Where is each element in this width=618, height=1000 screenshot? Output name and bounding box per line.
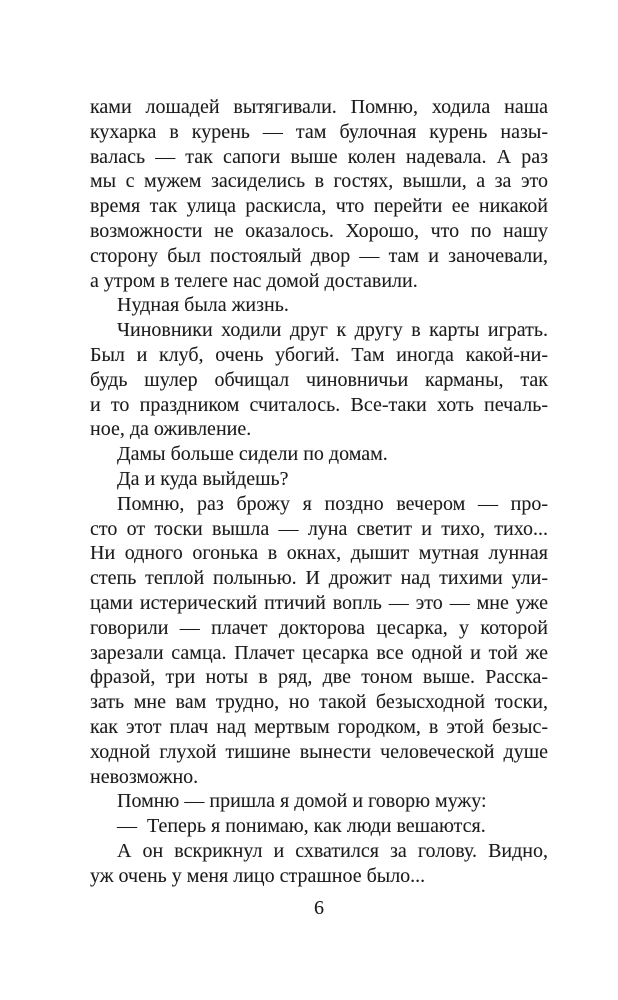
text-line: Чиновники ходили друг к другу в карты играть. [117,319,548,342]
text-line: невозможно. [90,765,199,788]
text-line: Да и куда выйдешь? [117,467,289,490]
text-line: время так улица раскисла, что перейти ее никакой [90,195,548,218]
text-line: говорили — плачет докторова цесарка, у которой [90,616,548,639]
paragraph [90,293,548,318]
text-line: уж очень у меня лицо страшное было... [90,864,426,887]
paragraph [90,95,548,293]
text-line: цами истерический птичий вопль — это — мне уже [90,591,548,614]
text-line: зарезали самца. Плачет цесарка все одной и той же [90,641,548,664]
text-line: Был и клуб, очень убогий. Там иногда какой-ни- [90,343,548,366]
paragraph [90,814,548,839]
paragraph [90,839,548,889]
text-line: Ни одного огонька в окнах, дышит мутная лунная [90,542,548,565]
text-line: сторону был постоялый двор — там и заночевали, [90,244,548,267]
text-line: сто от тоски вышла — луна светит и тихо, тихо... [90,517,548,540]
text-line: возможности не оказалось. Хорошо, что по нашу [90,219,548,242]
text-line: Помню — пришла я домой и говорю мужу: [117,790,487,813]
text-line: ками лошадей вытягивали. Помню, ходила наша [90,96,548,118]
text-line: валась — так сапоги выше колен надевала. А раз [90,145,548,168]
text-line: Помню, раз брожу я поздно вечером — про- [117,492,548,515]
text-line: и то праздником считалось. Все-таки хоть печаль- [90,393,548,416]
paragraph [90,492,548,790]
text-line: ходной глухой тишине вынести человеческой душе [90,740,548,763]
text-line: ное, да оживление. [90,418,252,441]
text-line: а утром в телеге нас домой доставили. [90,269,418,292]
text-line: кухарка в курень — там булочная курень назы- [90,120,548,143]
paragraph [90,318,548,442]
text-line: А он вскрикнул и схватился за голову. Видно, [117,839,548,862]
text-line: фразой, три ноты в ряд, две тоном выше. Расска- [90,666,548,689]
paragraph [90,442,548,467]
text-line: зать мне вам трудно, но такой безысходной тоски, [90,691,548,714]
paragraph [90,789,548,814]
text-line: мы с мужем засиделись в гостях, вышли, а за это [90,170,548,193]
text-line: — Теперь я понимаю, как люди вешаются. [117,815,486,838]
page-number: 6 [314,897,324,919]
text-line: степь теплой полынью. И дрожит над тихими ули- [90,567,548,590]
text-line: будь шулер обчищал чиновничьи карманы, так [90,368,548,391]
text-line: Дамы больше сидели по домам. [117,443,388,466]
text-line: Нудная была жизнь. [117,294,289,317]
paragraph [90,467,548,492]
text-line: как этот плач над мертвым городком, в этой безыс- [90,715,548,738]
text-block [90,95,548,889]
